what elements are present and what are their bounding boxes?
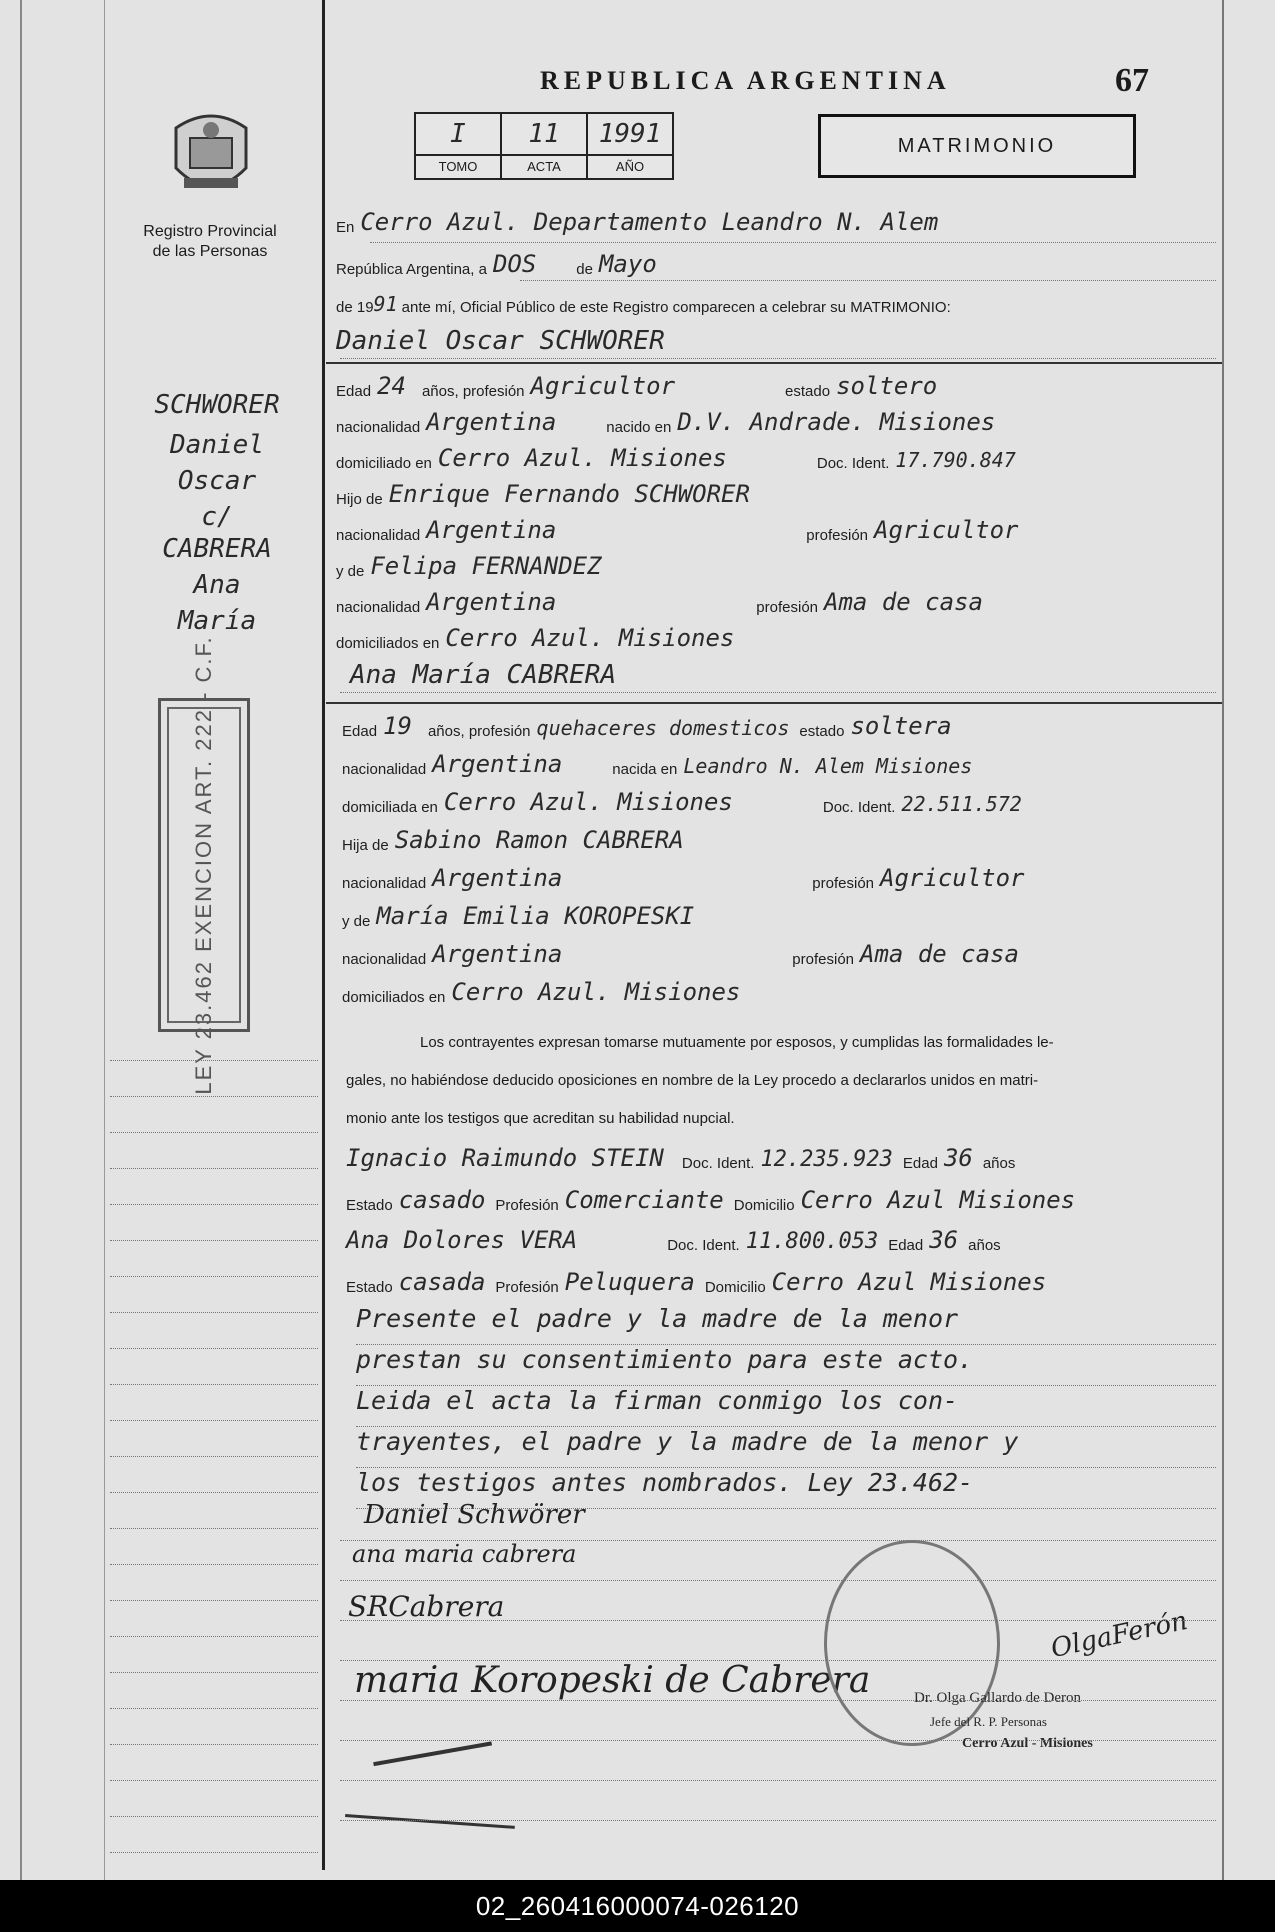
margin-rule [110,1240,318,1241]
margin-rule [110,1348,318,1349]
margin-rule [110,1312,318,1313]
note-line3: Leida el acta la firman conmigo los con- [356,1386,1216,1427]
bride-doc-label: Doc. Ident. [822,799,896,816]
bride-profesion-label: años, profesión [427,723,531,740]
bride-hija-label: Hija de [342,837,389,854]
bride-profesion: quehaceres domesticos [536,716,790,740]
acta-label: ACTA [502,154,586,178]
groom-mother-row [336,552,612,580]
groom-nationality-row [336,408,1005,436]
margin-divider-line [322,0,325,1870]
body-rule [340,1740,1216,1741]
margin-rule [110,1420,318,1421]
bride-edad: 19 [383,712,412,740]
left-edge-line [20,0,22,1880]
margin-rule [110,1384,318,1385]
father-signature: SRCabrera [348,1590,505,1623]
groom-madre-prof: Ama de casa [824,588,983,616]
groom-profesion: Agricultor [530,372,676,400]
margin-rule [110,1132,318,1133]
bride-padre-nac: Argentina [432,864,563,892]
record-type-box: MATRIMONIO [818,114,1136,178]
registry-label-line2: de las Personas [152,243,268,260]
margin-rule [110,1060,318,1061]
acta-cell [502,114,588,178]
body-rule [340,1540,1216,1541]
groom-father-nat-row [336,516,1029,544]
bride-nationality-row [342,750,982,778]
margin-rule [110,1600,318,1601]
margin-rule [110,1672,318,1673]
groom-dom-label: domiciliado en [336,455,432,472]
groom-domicilio: Cerro Azul. Misiones [437,444,727,472]
body-rule [340,1820,1216,1821]
bride-padre-nac-label: nacionalidad [342,875,427,892]
bride-domicile-row [342,788,1032,816]
margin-rule [110,1456,318,1457]
bride-dom-label: domiciliada en [342,799,438,816]
bride-nac-label: nacionalidad [342,761,427,778]
scribble-signature-1 [368,1712,492,1766]
witness1-edad: 36 [943,1144,973,1172]
body-rule [340,1660,1216,1661]
official-line2: Jefe del R. P. Personas [930,1714,1047,1729]
acta-value: 11 [528,119,560,149]
groom-doc-label: Doc. Ident. [816,455,890,472]
groom-dom-padres: Cerro Azul. Misiones [445,624,735,652]
body-rule [340,1700,1216,1701]
rule [340,692,1216,693]
margin-rule [110,1204,318,1205]
witness1-estado: casado [398,1186,486,1214]
page-number: 67 [1115,62,1149,99]
witness1-row [346,1144,1021,1172]
witness2-row [346,1226,1007,1254]
en-label: En [336,219,355,236]
margin-name-2: Daniel [170,430,264,460]
margin-name-6: Ana [193,570,241,600]
footer-bar [0,1880,1275,1932]
ano-label: AÑO [588,154,672,178]
groom-parents-dom-row [336,624,744,652]
witness1-estado-label: Estado [346,1197,393,1214]
margin-rule [110,1852,318,1853]
note-line5: los testigos antes nombrados. Ley 23.462- [356,1468,1216,1509]
groom-full-name: Daniel Oscar SCHWORER [336,326,665,356]
registry-label [110,222,310,262]
notes-block [356,1304,1216,1509]
tomo-cell [416,114,502,178]
groom-padre-prof: Agricultor [874,516,1019,544]
margin-inner-line [104,0,105,1880]
bride-estado: soltera [850,712,952,740]
registry-label-line1: Registro Provincial [143,223,277,240]
bride-full-name: Ana María CABRERA [350,660,617,690]
bride-madre-nac-label: nacionalidad [342,951,427,968]
margin-name-4: c/ [201,502,233,532]
witness2-profesion: Peluquera [564,1268,695,1296]
official-signature: OlgaFerón [1048,1605,1191,1665]
groom-father-row [336,480,760,508]
record-number-box [414,112,674,180]
witness2-detail-row [346,1268,1056,1296]
bride-age-row [342,712,962,740]
declaration-line3: monio ante los testigos que acreditan su habilidad nupcial. [346,1110,735,1127]
bride-doc: 22.511.572 [901,792,1022,816]
bride-dom-padres: Cerro Azul. Misiones [451,978,741,1006]
groom-signature: Daniel Schwörer [364,1500,585,1530]
margin-rule [110,1492,318,1493]
groom-estado: soltero [836,372,938,400]
footer-code: 02_260416000074-026120 [475,1890,800,1921]
groom-nacionalidad: Argentina [426,408,557,436]
margin-rule [110,1096,318,1097]
intro-place-row [336,208,948,236]
page-title: REPUBLICA ARGENTINA [540,66,951,95]
bride-yde-label: y de [342,913,371,930]
bride-madre-nac: Argentina [432,940,563,968]
witness2-estado-label: Estado [346,1279,393,1296]
groom-padre-nac-label: nacionalidad [336,527,421,544]
witness1-edad-label: Edad [902,1155,938,1172]
bride-mother-row [342,902,704,930]
year-value: 91 [373,292,398,316]
groom-nacido-label: nacido en [606,419,672,436]
bride-padre-prof: Agricultor [880,864,1025,892]
groom-profesion-label: años, profesión [421,383,525,400]
bride-nacionalidad: Argentina [432,750,563,778]
intro-text: ante mí, Oficial Público de este Registro comparecen a celebrar su MATRIMONIO: [401,299,951,316]
month-value: Mayo [598,250,657,278]
witness2-edad: 36 [929,1226,959,1254]
bride-signature: ana maria cabrera [352,1540,577,1568]
witness2-estado: casada [398,1268,486,1296]
witness2-prof-label: Profesión [495,1279,559,1296]
witness2-doc: 11.800.053 [745,1229,879,1254]
witness1-dom-label: Domicilio [733,1197,795,1214]
margin-rule [110,1780,318,1781]
bride-madre: María Emilia KOROPESKI [376,902,695,930]
witness1-profesion: Comerciante [564,1186,724,1214]
witness1-name: Ignacio Raimundo STEIN [346,1144,664,1172]
right-edge-line [1222,0,1224,1880]
witness2-domicilio: Cerro Azul Misiones [771,1268,1047,1296]
margin-rule [110,1816,318,1817]
bride-madre-prof-label: profesión [792,951,855,968]
groom-edad-label: Edad [336,383,372,400]
ano-cell [588,114,672,178]
year-prefix: de 19 [336,299,374,316]
margin-rule [110,1276,318,1277]
stamp-text: LEY 23.462 EXENCION ART. 222 - C.F. [191,635,216,1095]
rule [520,280,1216,281]
tomo-value: I [450,119,466,149]
witness1-anos-label: años [982,1155,1016,1172]
witness1-detail-row [346,1186,1085,1214]
witness1-prof-label: Profesión [495,1197,559,1214]
rule [370,242,1216,243]
bride-dom-padres-label: domiciliados en [342,989,446,1006]
bride-padre-prof-label: profesión [812,875,875,892]
groom-mother-nat-row [336,588,993,616]
place-value: Cerro Azul. Departamento Leandro N. Alem [360,208,939,236]
groom-padre-nac: Argentina [426,516,557,544]
witness2-name: Ana Dolores VERA [346,1226,578,1254]
republic-label: República Argentina, a [336,261,487,278]
groom-padre: Enrique Fernando SCHWORER [388,480,750,508]
witness2-anos-label: años [968,1237,1001,1254]
bride-madre-prof: Ama de casa [860,940,1019,968]
bride-father-row [342,826,694,854]
margin-name-1: SCHWORER [154,390,280,420]
exemption-stamp [158,635,250,1095]
margin-rule [110,1168,318,1169]
margin-rule [110,1528,318,1529]
margin-name-7: María [177,606,257,636]
margin-rule [110,1564,318,1565]
ano-value: 1991 [598,119,662,149]
mother-signature: maria Koropeski de Cabrera [354,1660,871,1701]
bride-mother-nat-row [342,940,1029,968]
margin-name-3: Oscar [177,466,257,496]
scribble-signature-2 [345,1784,517,1829]
declaration-line1: Los contrayentes expresan tomarse mutuamente por esposos, y cumplidas las formalidades le- [420,1034,1054,1051]
rule [340,358,1216,359]
groom-estado-label: estado [785,383,831,400]
groom-name-row [336,326,675,356]
bride-padre: Sabino Ramon CABRERA [394,826,684,854]
groom-dom-padres-label: domiciliados en [336,635,440,652]
body-rule [340,1580,1216,1581]
witness1-doc: 12.235.923 [760,1147,893,1172]
groom-madre-nac-label: nacionalidad [336,599,421,616]
official-line1: Dr. Olga Gallardo de Deron [914,1690,1082,1706]
section-divider [326,362,1222,364]
bride-name-row [336,660,626,690]
witness2-doc-label: Doc. Ident. [667,1237,740,1254]
groom-yde-label: y de [336,563,365,580]
groom-age-row [336,372,947,400]
groom-domicile-row [336,444,1026,472]
tomo-label: TOMO [416,154,500,178]
witness2-dom-label: Domicilio [704,1279,766,1296]
groom-nac-label: nacionalidad [336,419,421,436]
witness1-domicilio: Cerro Azul Misiones [800,1186,1076,1214]
groom-hijo-label: Hijo de [336,491,383,508]
margin-rule [110,1636,318,1637]
bride-edad-label: Edad [342,723,378,740]
bride-nacida: Leandro N. Alem Misiones [683,754,973,778]
official-line3: Cerro Azul - Misiones [962,1736,1093,1751]
groom-padre-prof-label: profesión [806,527,869,544]
bride-domicilio: Cerro Azul. Misiones [443,788,733,816]
groom-nacido: D.V. Andrade. Misiones [677,408,996,436]
note-line4: trayentes, el padre y la madre de la menor y [356,1427,1216,1468]
witness2-edad-label: Edad [888,1237,924,1254]
groom-madre-prof-label: profesión [756,599,819,616]
margin-rule [110,1708,318,1709]
body-rule [340,1780,1216,1781]
intro-date-row [336,250,667,278]
bride-parents-dom-row [342,978,750,1006]
groom-doc: 17.790.847 [895,448,1016,472]
declaration-text [346,1024,1216,1138]
note-line1: Presente el padre y la madre de la menor [356,1304,1216,1345]
day-value: DOS [492,250,537,278]
bride-father-nat-row [342,864,1035,892]
margin-rule [110,1744,318,1745]
witness1-doc-label: Doc. Ident. [681,1155,755,1172]
body-rule [340,1620,1216,1621]
bride-nacida-label: nacida en [612,761,678,778]
declaration-line2: gales, no habiéndose deducido oposiciones en nombre de la Ley procedo a declararlos unidos en matri- [346,1072,1039,1089]
groom-edad: 24 [377,372,406,400]
groom-madre: Felipa FERNANDEZ [370,552,602,580]
de-label: de [576,261,593,278]
margin-name-5: CABRERA [162,534,272,564]
section-divider [326,702,1222,704]
intro-year-row [336,292,957,316]
groom-madre-nac: Argentina [426,588,557,616]
bride-estado-label: estado [799,723,845,740]
note-line2: prestan su consentimiento para este acto. [356,1345,1216,1386]
provincial-seal-icon [166,108,256,204]
